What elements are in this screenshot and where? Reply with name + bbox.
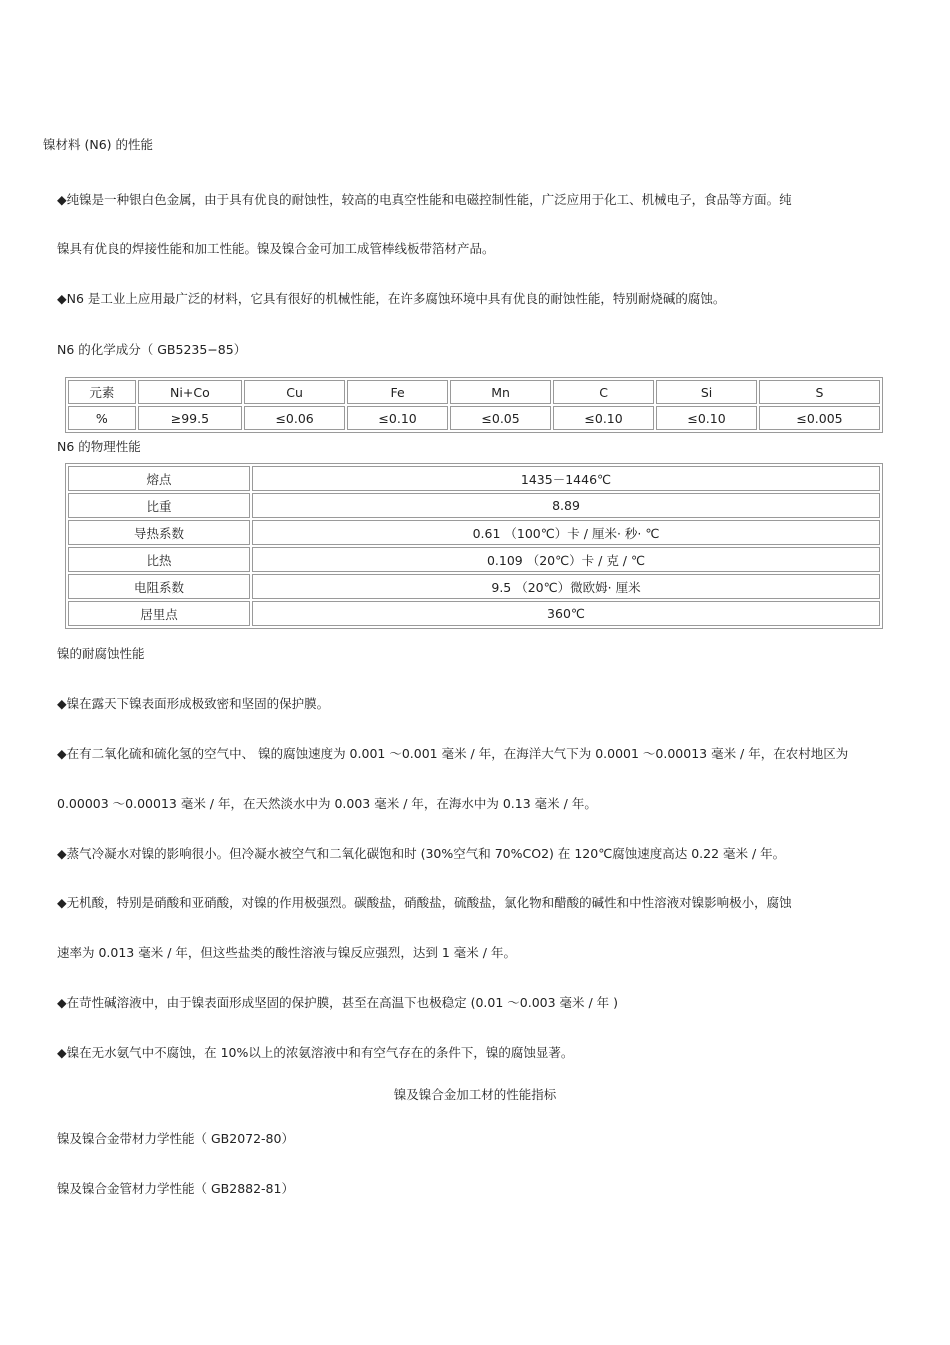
header-cell: Si — [656, 380, 757, 404]
composition-header-row — [68, 380, 880, 404]
composition-table — [65, 377, 883, 433]
physical-table — [65, 463, 883, 629]
property-value: 8.89 — [252, 493, 880, 518]
value-cell: ≤0.005 — [759, 406, 880, 430]
value-cell: ≤0.10 — [656, 406, 757, 430]
corrosion-line-1: ◆镍在露天下镍表面形成极致密和坚固的保护膜。 — [57, 696, 330, 711]
corrosion-heading: 镍的耐腐蚀性能 — [57, 646, 145, 661]
composition-heading: N6 的化学成分（ GB5235−85） — [57, 342, 247, 357]
value-cell: ≤0.05 — [450, 406, 551, 430]
property-value: 9.5 （20℃）微欧姆· 厘米 — [252, 574, 880, 599]
header-cell: Cu — [244, 380, 345, 404]
property-name: 居里点 — [68, 601, 250, 626]
header-cell: 元素 — [68, 380, 136, 404]
value-cell: ≥99.5 — [138, 406, 242, 430]
property-value: 0.61 （100℃）卡 / 厘米· 秒· ℃ — [252, 520, 880, 545]
property-name: 导热系数 — [68, 520, 250, 545]
physical-row — [68, 493, 880, 518]
corrosion-line-8: ◆镍在无水氨气中不腐蚀，在 10%以上的浓氨溶液中和有空气存在的条件下，镍的腐蚀显著。 — [57, 1045, 574, 1060]
header-cell: S — [759, 380, 880, 404]
intro-line-2: 镍具有优良的焊接性能和加工性能。镍及镍合金可加工成管棒线板带箔材产品。 — [57, 241, 495, 256]
section-title: 镍及镍合金加工材的性能指标 — [393, 1087, 557, 1102]
value-cell: ≤0.06 — [244, 406, 345, 430]
physical-row — [68, 466, 880, 491]
corrosion-line-3: 0.00003 ～0.00013 毫米 / 年，在天然淡水中为 0.003 毫米 / 年，在海水中为 0.13 毫米 / 年。 — [57, 796, 597, 811]
composition-value-row — [68, 406, 880, 430]
tube-heading: 镍及镍合金管材力学性能（ GB2882-81） — [57, 1181, 294, 1196]
property-name: 电阻系数 — [68, 574, 250, 599]
strip-heading: 镍及镍合金带材力学性能（ GB2072-80） — [57, 1131, 294, 1146]
property-value: 0.109 （20℃）卡 / 克 / ℃ — [252, 547, 880, 572]
property-name: 比重 — [68, 493, 250, 518]
physical-row — [68, 520, 880, 545]
property-value: 360℃ — [252, 601, 880, 626]
header-cell: C — [553, 380, 654, 404]
corrosion-line-2: ◆在有二氧化硫和硫化氢的空气中、 镍的腐蚀速度为 0.001 ～0.001 毫米 / 年，在海洋大气下为 0.0001 ～0.00013 毫米 / 年，在农村地区为 — [57, 746, 849, 761]
physical-row — [68, 547, 880, 572]
header-cell: Fe — [347, 380, 448, 404]
physical-row — [68, 574, 880, 599]
property-name: 比热 — [68, 547, 250, 572]
physical-row — [68, 601, 880, 626]
corrosion-line-5: ◆无机酸，特别是硝酸和亚硝酸，对镍的作用极强烈。碳酸盐，硝酸盐，硫酸盐，氯化物和醋酸的碱性和中性溶液对镍影响极小，腐蚀 — [57, 895, 792, 910]
page-title: 镍材料 (N6) 的性能 — [43, 137, 154, 152]
header-cell: Mn — [450, 380, 551, 404]
intro-line-3: ◆N6 是工业上应用最广泛的材料，它具有很好的机械性能，在许多腐蚀环境中具有优良的耐蚀性能，特别耐烧碱的腐蚀。 — [57, 291, 726, 306]
corrosion-line-6: 速率为 0.013 毫米 / 年，但这些盐类的酸性溶液与镍反应强烈，达到 1 毫米 / 年。 — [57, 945, 516, 960]
intro-line-1: ◆纯镍是一种银白色金属，由于具有优良的耐蚀性，较高的电真空性能和电磁控制性能，广泛应用于化工、机械电子，食品等方面。纯 — [57, 192, 792, 207]
value-cell: ≤0.10 — [553, 406, 654, 430]
property-name: 熔点 — [68, 466, 250, 491]
value-cell: ≤0.10 — [347, 406, 448, 430]
corrosion-line-4: ◆蒸气冷凝水对镍的影响很小。但冷凝水被空气和二氧化碳饱和时 (30%空气和 70%CO2) 在 120℃腐蚀速度高达 0.22 毫米 / 年。 — [57, 846, 786, 861]
header-cell: Ni+Co — [138, 380, 242, 404]
physical-heading: N6 的物理性能 — [57, 439, 141, 454]
corrosion-line-7: ◆在苛性碱溶液中，由于镍表面形成坚固的保护膜，甚至在高温下也极稳定 (0.01 ～0.003 毫米 / 年 ) — [57, 995, 619, 1010]
property-value: 1435－1446℃ — [252, 466, 880, 491]
value-cell: % — [68, 406, 136, 430]
